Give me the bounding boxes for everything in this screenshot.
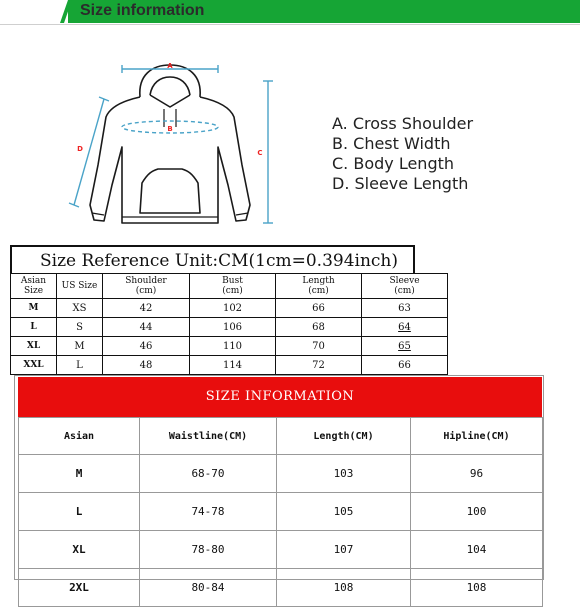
cell-sleeve: 64: [362, 318, 448, 337]
reference-table: [10, 273, 448, 375]
cell-sleeve: 66: [362, 356, 448, 375]
header-cell-hipline: Hipline(CM): [411, 418, 543, 455]
cell-asian-size: XL: [11, 337, 57, 356]
header-title: Size information: [80, 2, 205, 19]
cell-length: 108: [277, 569, 411, 607]
cell-bust: 110: [190, 337, 276, 356]
size-info-header-row: [19, 418, 543, 455]
header-cell: Shoulder (cm): [103, 274, 190, 299]
cell-length: 107: [277, 531, 411, 569]
cell-length: 70: [276, 337, 362, 356]
cell-hipline: 108: [411, 569, 543, 607]
cell-waistline: 74-78: [140, 493, 277, 531]
legend-item-c: C. Body Length: [332, 154, 455, 173]
header-divider: [0, 24, 580, 25]
header-cell: Bust (cm): [190, 274, 276, 299]
table-row: [19, 493, 543, 531]
measure-d-line: [69, 97, 109, 207]
label-b: B: [167, 125, 173, 133]
header-slash-decoration: [60, 0, 72, 23]
cell-bust: 106: [190, 318, 276, 337]
cell-asian: XL: [19, 531, 140, 569]
cell-bust: 114: [190, 356, 276, 375]
table-row: [19, 531, 543, 569]
header-white-notch: [0, 0, 68, 23]
header-cell-waistline: Waistline(CM): [140, 418, 277, 455]
size-info-table: [18, 417, 543, 607]
table-row: [11, 318, 448, 337]
cell-shoulder: 44: [103, 318, 190, 337]
header-cell: US Size: [57, 274, 103, 299]
cell-asian: L: [19, 493, 140, 531]
cell-length: 105: [277, 493, 411, 531]
cell-asian-size: L: [11, 318, 57, 337]
cell-length: 72: [276, 356, 362, 375]
cell-length: 66: [276, 299, 362, 318]
cell-us-size: L: [57, 356, 103, 375]
cell-shoulder: 42: [103, 299, 190, 318]
size-info-title: SIZE INFORMATION: [18, 377, 542, 417]
hoodie-diagram: [60, 55, 300, 235]
cell-sleeve: 65: [362, 337, 448, 356]
cell-length: 68: [276, 318, 362, 337]
cell-hipline: 100: [411, 493, 543, 531]
cell-shoulder: 46: [103, 337, 190, 356]
cell-bust: 102: [190, 299, 276, 318]
header-cell-length: Length(CM): [277, 418, 411, 455]
cell-us-size: XS: [57, 299, 103, 318]
measure-c-line: [263, 81, 273, 223]
header-cell-asian: Asian: [19, 418, 140, 455]
cell-asian: M: [19, 455, 140, 493]
header-cell: Sleeve (cm): [362, 274, 448, 299]
table-row: [11, 356, 448, 375]
cell-hipline: 104: [411, 531, 543, 569]
cell-sleeve: 63: [362, 299, 448, 318]
label-d: D: [77, 145, 83, 153]
hoodie-icon: [90, 65, 250, 223]
cell-shoulder: 48: [103, 356, 190, 375]
label-a: A: [167, 62, 173, 70]
cell-hipline: 96: [411, 455, 543, 493]
cell-asian-size: M: [11, 299, 57, 318]
reference-table-header-row: [11, 274, 448, 299]
legend-item-b: B. Chest Width: [332, 134, 451, 153]
legend-item-a: A. Cross Shoulder: [332, 114, 474, 133]
cell-waistline: 78-80: [140, 531, 277, 569]
cell-asian-size: XXL: [11, 356, 57, 375]
label-c: C: [257, 149, 263, 157]
table-row: [19, 569, 543, 607]
table-row: [11, 299, 448, 318]
header-cell: Asian Size: [11, 274, 57, 299]
reference-table-title: Size Reference Unit:CM(1cm=0.394inch): [10, 245, 415, 273]
cell-waistline: 80-84: [140, 569, 277, 607]
cell-us-size: S: [57, 318, 103, 337]
cell-us-size: M: [57, 337, 103, 356]
cell-length: 103: [277, 455, 411, 493]
table-row: [19, 455, 543, 493]
cell-asian: 2XL: [19, 569, 140, 607]
legend-item-d: D. Sleeve Length: [332, 174, 469, 193]
table-row: [11, 337, 448, 356]
cell-waistline: 68-70: [140, 455, 277, 493]
header-cell: Length (cm): [276, 274, 362, 299]
